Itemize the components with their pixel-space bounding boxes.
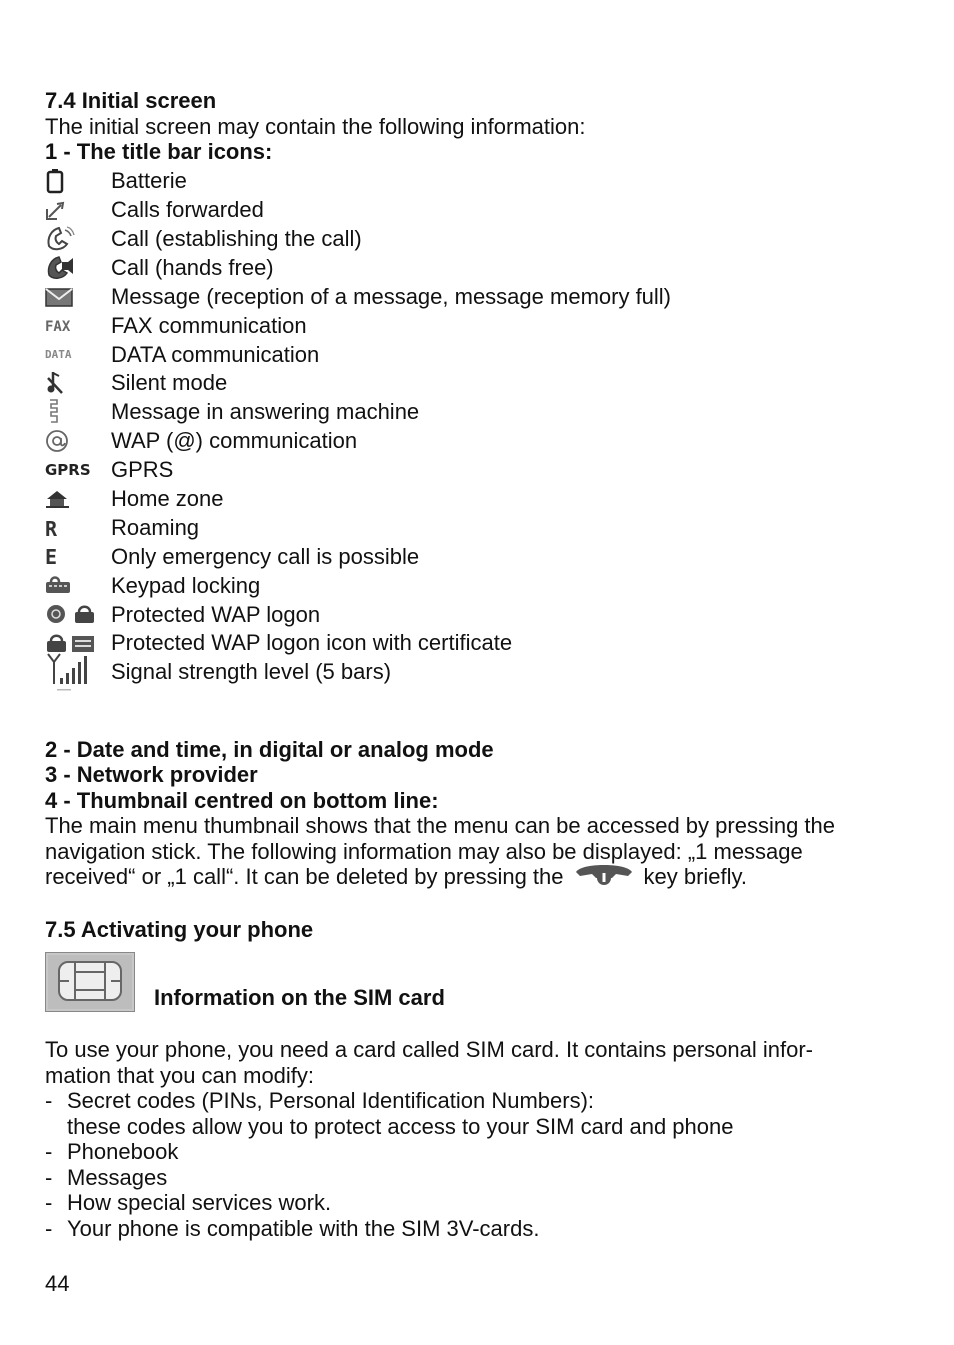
svg-text:FAX: FAX bbox=[45, 319, 71, 336]
calls-forwarded-icon bbox=[45, 196, 111, 224]
gprs-icon bbox=[45, 456, 111, 484]
home-zone-icon bbox=[45, 485, 111, 513]
list-item-text: Your phone is compatible with the SIM 3V-cards. bbox=[67, 1215, 540, 1241]
list-dash: - bbox=[45, 1088, 53, 1114]
svg-text:DATA: DATA bbox=[45, 348, 72, 362]
list-dash: - bbox=[45, 1139, 53, 1165]
icon-row bbox=[45, 282, 915, 311]
icon-label: Protected WAP logon icon with certificate bbox=[111, 630, 513, 656]
icon-label: Only emergency call is possible bbox=[111, 543, 420, 569]
title-bar-icon-list bbox=[45, 167, 915, 687]
icon-label: Call (hands free) bbox=[111, 254, 274, 280]
list-item-text: Secret codes (PINs, Personal Identification Numbers): bbox=[67, 1088, 595, 1114]
item4-text-line2: navigation stick. The following information may also be displayed: „1 message bbox=[45, 838, 803, 864]
icon-label: Calls forwarded bbox=[111, 197, 264, 223]
end-key-icon bbox=[574, 864, 634, 892]
icon-row bbox=[45, 253, 915, 282]
icon-row bbox=[45, 484, 915, 513]
spacer bbox=[45, 892, 915, 917]
list-item-text: Phonebook bbox=[67, 1139, 179, 1165]
sim-card-icon bbox=[45, 952, 135, 1012]
svg-text:GPRS: GPRS bbox=[45, 460, 91, 479]
list-item bbox=[45, 1216, 915, 1242]
icon-row bbox=[45, 224, 915, 253]
icon-label: Keypad locking bbox=[111, 572, 261, 598]
item2-heading: 2 - Date and time, in digital or analog mode bbox=[45, 736, 494, 762]
sim-body-line1: To use your phone, you need a card called SIM card. It contains personal infor- bbox=[45, 1037, 813, 1063]
list-item bbox=[45, 1139, 915, 1165]
icon-label: Signal strength level (5 bars) bbox=[111, 659, 392, 685]
emergency-icon bbox=[45, 543, 111, 571]
wap-at-icon bbox=[45, 427, 111, 455]
icon-row bbox=[45, 369, 915, 398]
signal-strength-icon bbox=[45, 658, 111, 686]
icon-label: Call (establishing the call) bbox=[111, 225, 362, 251]
call-establishing-icon bbox=[45, 225, 111, 253]
icon-label: Message (reception of a message, message memory full) bbox=[111, 283, 672, 309]
icon-label: WAP (@) communication bbox=[111, 428, 358, 454]
fax-icon bbox=[45, 311, 111, 339]
item4-heading: 4 - Thumbnail centred on bottom line: bbox=[45, 787, 439, 813]
item1-heading: 1 - The title bar icons: bbox=[45, 139, 273, 164]
icon-row bbox=[45, 455, 915, 484]
data-icon bbox=[45, 340, 111, 368]
page-number: 44 bbox=[45, 1271, 70, 1296]
icon-label: FAX communication bbox=[111, 312, 307, 338]
keypad-lock-icon bbox=[45, 571, 111, 599]
svg-text:E: E bbox=[45, 544, 58, 569]
icon-row bbox=[45, 600, 915, 629]
icon-label: Roaming bbox=[111, 514, 200, 540]
hands-free-icon bbox=[45, 254, 111, 282]
spacer bbox=[45, 1012, 915, 1037]
answering-machine-icon bbox=[45, 398, 111, 426]
icon-label: DATA communication bbox=[111, 341, 320, 367]
icon-row bbox=[45, 195, 915, 224]
sim-card-header bbox=[45, 948, 915, 1012]
icon-row bbox=[45, 398, 915, 427]
list-dash bbox=[45, 1114, 67, 1140]
icon-row bbox=[45, 658, 915, 687]
icon-label: GPRS bbox=[111, 457, 174, 483]
icon-label: Silent mode bbox=[111, 370, 228, 396]
icon-row bbox=[45, 571, 915, 600]
silent-mode-icon bbox=[45, 369, 111, 397]
section-heading-7-4: 7.4 Initial screen bbox=[45, 88, 217, 113]
list-item bbox=[45, 1114, 915, 1140]
icon-label: Batterie bbox=[111, 168, 187, 194]
list-item bbox=[45, 1190, 915, 1216]
svg-text:R: R bbox=[45, 516, 58, 540]
battery-icon bbox=[45, 167, 111, 195]
icon-row bbox=[45, 167, 915, 196]
section-heading-7-5: 7.5 Activating your phone bbox=[45, 916, 314, 942]
list-item-text: Messages bbox=[67, 1164, 168, 1190]
icon-label: Message in answering machine bbox=[111, 399, 420, 425]
manual-page bbox=[45, 88, 915, 1241]
list-dash: - bbox=[45, 1215, 53, 1241]
sim-card-title: Information on the SIM card bbox=[154, 984, 445, 1010]
list-item-text: these codes allow you to protect access to your SIM card and phone bbox=[67, 1113, 734, 1139]
list-item bbox=[45, 1165, 915, 1191]
icon-row bbox=[45, 311, 915, 340]
icon-row bbox=[45, 542, 915, 571]
item4-text-line3b: key briefly. bbox=[643, 864, 748, 890]
icon-row bbox=[45, 513, 915, 542]
protected-wap-icon bbox=[45, 600, 111, 628]
list-item bbox=[45, 1088, 915, 1114]
spacer bbox=[45, 687, 915, 737]
item3-heading: 3 - Network provider bbox=[45, 762, 258, 788]
icon-row bbox=[45, 340, 915, 369]
sim-body-line2: mation that you can modify: bbox=[45, 1062, 315, 1088]
icon-row bbox=[45, 427, 915, 456]
item4-text-line1: The main menu thumbnail shows that the menu can be accessed by pressing the bbox=[45, 813, 836, 839]
intro-text: The initial screen may contain the following information: bbox=[45, 113, 586, 139]
sim-info-list bbox=[45, 1088, 915, 1241]
icon-row bbox=[45, 629, 915, 658]
icon-label: Home zone bbox=[111, 485, 224, 511]
list-item-text: How special services work. bbox=[67, 1190, 332, 1216]
item4-text-line3 bbox=[45, 864, 915, 892]
roaming-icon bbox=[45, 514, 111, 542]
icon-label: Protected WAP logon bbox=[111, 601, 321, 627]
message-envelope-icon bbox=[45, 283, 111, 311]
list-dash: - bbox=[45, 1164, 53, 1190]
item4-text-line3a: received“ or „1 call“. It can be deleted by pressing the bbox=[45, 864, 564, 890]
list-dash: - bbox=[45, 1190, 53, 1216]
